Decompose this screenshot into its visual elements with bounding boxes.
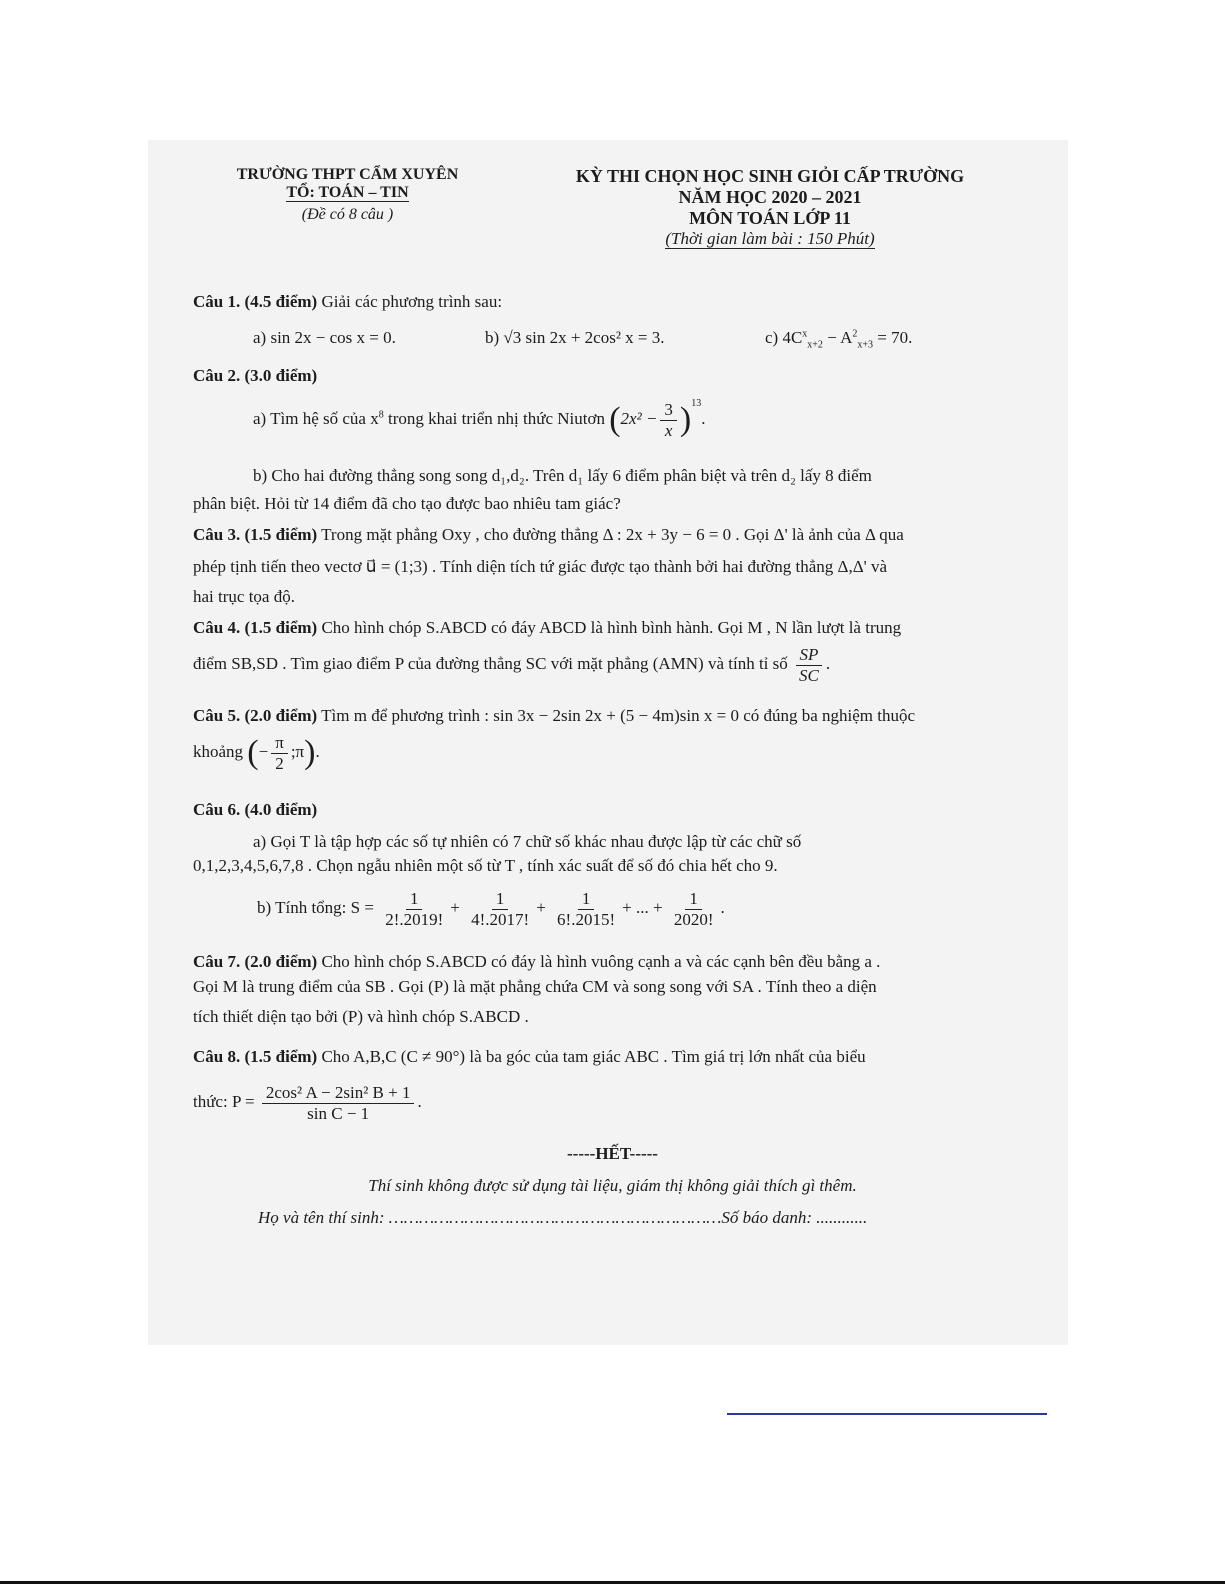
q1-c: c) $4C^x_{x+2} - A^2_{x+3} = 70$. [765,328,913,351]
q5-line1: Câu 5. (2.0 điểm) Tìm m để phương trình : sin 3x − 2sin 2x + (5 − 4m)sin x = 0 có đúng ba nghiệm thuộc [193,706,916,725]
end-mark: -----HẾT----- [567,1144,658,1163]
blue-divider [727,1413,1047,1415]
q8-line1: Câu 8. (1.5 điểm) Cho A,B,C (C ≠ 90°) là ba góc của tam giác ABC . Tìm giá trị lớn nhất của biểu [193,1047,866,1066]
q6-a-line1: a) Gọi T là tập hợp các số tự nhiên có 7 chữ số khác nhau được lập từ các chữ số [253,832,802,851]
q8-label: Câu 8. (1.5 điểm) [193,1047,318,1066]
header-right [520,166,1020,249]
time-limit: (Thời gian làm bài : 150 Phút) [665,229,875,248]
school-name: TRƯỜNG THPT CẨM XUYÊN [236,166,459,183]
q4-line1: Câu 4. (1.5 điểm) Cho hình chóp S.ABCD có đáy ABCD là hình bình hành. Gọi M , N lần lượt là trung [193,618,902,637]
q6-b: b) Tính tổng: S = $\frac{1}{2!.2019!}$ + $\frac{1}{4!.2017!}$ + $\frac{1}{6!.2015!}$ + ... + $\frac{1}{2020!}$ . [257,889,725,929]
q6-term-1: $\frac{1}{2!.2019!}$ [385,889,444,929]
q4-line2: điểm SB,SD . Tìm giao điểm P của đường thẳng SC với mặt phẳng (AMN) và tính tỉ số $\frac{SP}{SC}$ . [193,645,831,685]
q7-label: Câu 7. (2.0 điểm) [193,952,318,971]
q2-heading: Câu 2. (3.0 điểm) [193,366,318,385]
q7-line3: tích thiết diện tạo bởi (P) và hình chóp S.ABCD . [193,1007,529,1026]
q1-heading: Câu 1. (4.5 điểm) Giải các phương trình sau: [193,292,503,311]
q3-line2: phép tịnh tiến theo vectơ u⃗ = (1;3) . Tính diện tích tứ giác được tạo thành bởi hai đường thẳng Δ,Δ' và [193,557,887,576]
q8-line2: thức: P = $\frac{\text{2cos² A − 2sin² B + 1}}{\text{sin C − 1}}$ . [193,1083,422,1123]
q1-label: Câu 1. (4.5 điểm) [193,292,318,311]
school-year: NĂM HỌC 2020 – 2021 [678,187,862,207]
q6-term-2: $\frac{1}{4!.2017!}$ [471,889,530,929]
exam-title: KỲ THI CHỌN HỌC SINH GIỎI CẤP TRƯỜNG [575,166,965,186]
q2-b-line2: phân biệt. Hỏi từ 14 điểm đã cho tạo được bao nhiêu tam giác? [193,494,621,513]
subject: MÔN TOÁN LỚP 11 [689,208,851,228]
notice: Thí sinh không được sử dụng tài liệu, giám thị không giải thích gì thêm. [368,1176,857,1195]
q5-line2: khoảng (− $\frac{\pi}{2}$ ;π). [193,733,320,773]
q2-a: a) Tìm hệ số của $x^8$ trong khai triển nhị thức Niutơn (2x² − $\frac{3}{x}$ )$^{13}$. [253,398,706,440]
question-count-note: (Đề có 8 câu ) [301,206,394,223]
q6-heading: Câu 6. (4.0 điểm) [193,800,318,819]
q3-line1: Câu 3. (1.5 điểm) Trong mặt phẳng Oxy , cho đường thẳng Δ : 2x + 3y − 6 = 0 . Gọi Δ' là ảnh của Δ qua [193,525,904,544]
q5-label: Câu 5. (2.0 điểm) [193,706,318,725]
q6-a-line2: 0,1,2,3,4,5,6,7,8 . Chọn ngẫu nhiên một số từ T , tính xác suất để số đó chia hết cho 9. [193,856,778,875]
q1-b: b) √3 sin 2x + 2cos² x = 3. [485,328,665,347]
q1-a: a) sin 2x − cos x = 0. [253,328,396,347]
q6-term-3: $\frac{1}{6!.2015!}$ [557,889,616,929]
q4-label: Câu 4. (1.5 điểm) [193,618,318,637]
q2-b-line1: b) Cho hai đường thẳng song song d₁,d₂. Trên d₁ lấy 6 điểm phân biệt và trên d₂ lấy 8 điểm [253,466,872,485]
q3-label: Câu 3. (1.5 điểm) [193,525,318,544]
bottom-rule [0,1581,1225,1584]
q4-fraction: $\frac{SP}{SC}$ [795,645,823,685]
header-left [205,166,490,224]
q5-fraction: $\frac{\pi}{2}$ [271,733,288,773]
q3-line3: hai trục tọa độ. [193,587,295,606]
candidate-info-line: Họ và tên thí sinh: …………………………………………………………Số báo danh: ............ [258,1208,868,1227]
q2-fraction: $\frac{3}{x}$ [660,400,677,440]
q8-fraction: $\frac{\text{2cos² A − 2sin² B + 1}}{\text{sin C − 1}}$ [262,1083,415,1123]
q6-term-last: $\frac{1}{2020!}$ [673,889,714,929]
q7-line2: Gọi M là trung điểm của SB . Gọi (P) là mặt phẳng chứa CM và song song với SA . Tính theo a diện [193,977,877,996]
group-name: TỔ: TOÁN – TIN [286,184,409,201]
q7-line1: Câu 7. (2.0 điểm) Cho hình chóp S.ABCD có đáy là hình vuông cạnh a và các cạnh bên đều bằng a . [193,952,881,971]
